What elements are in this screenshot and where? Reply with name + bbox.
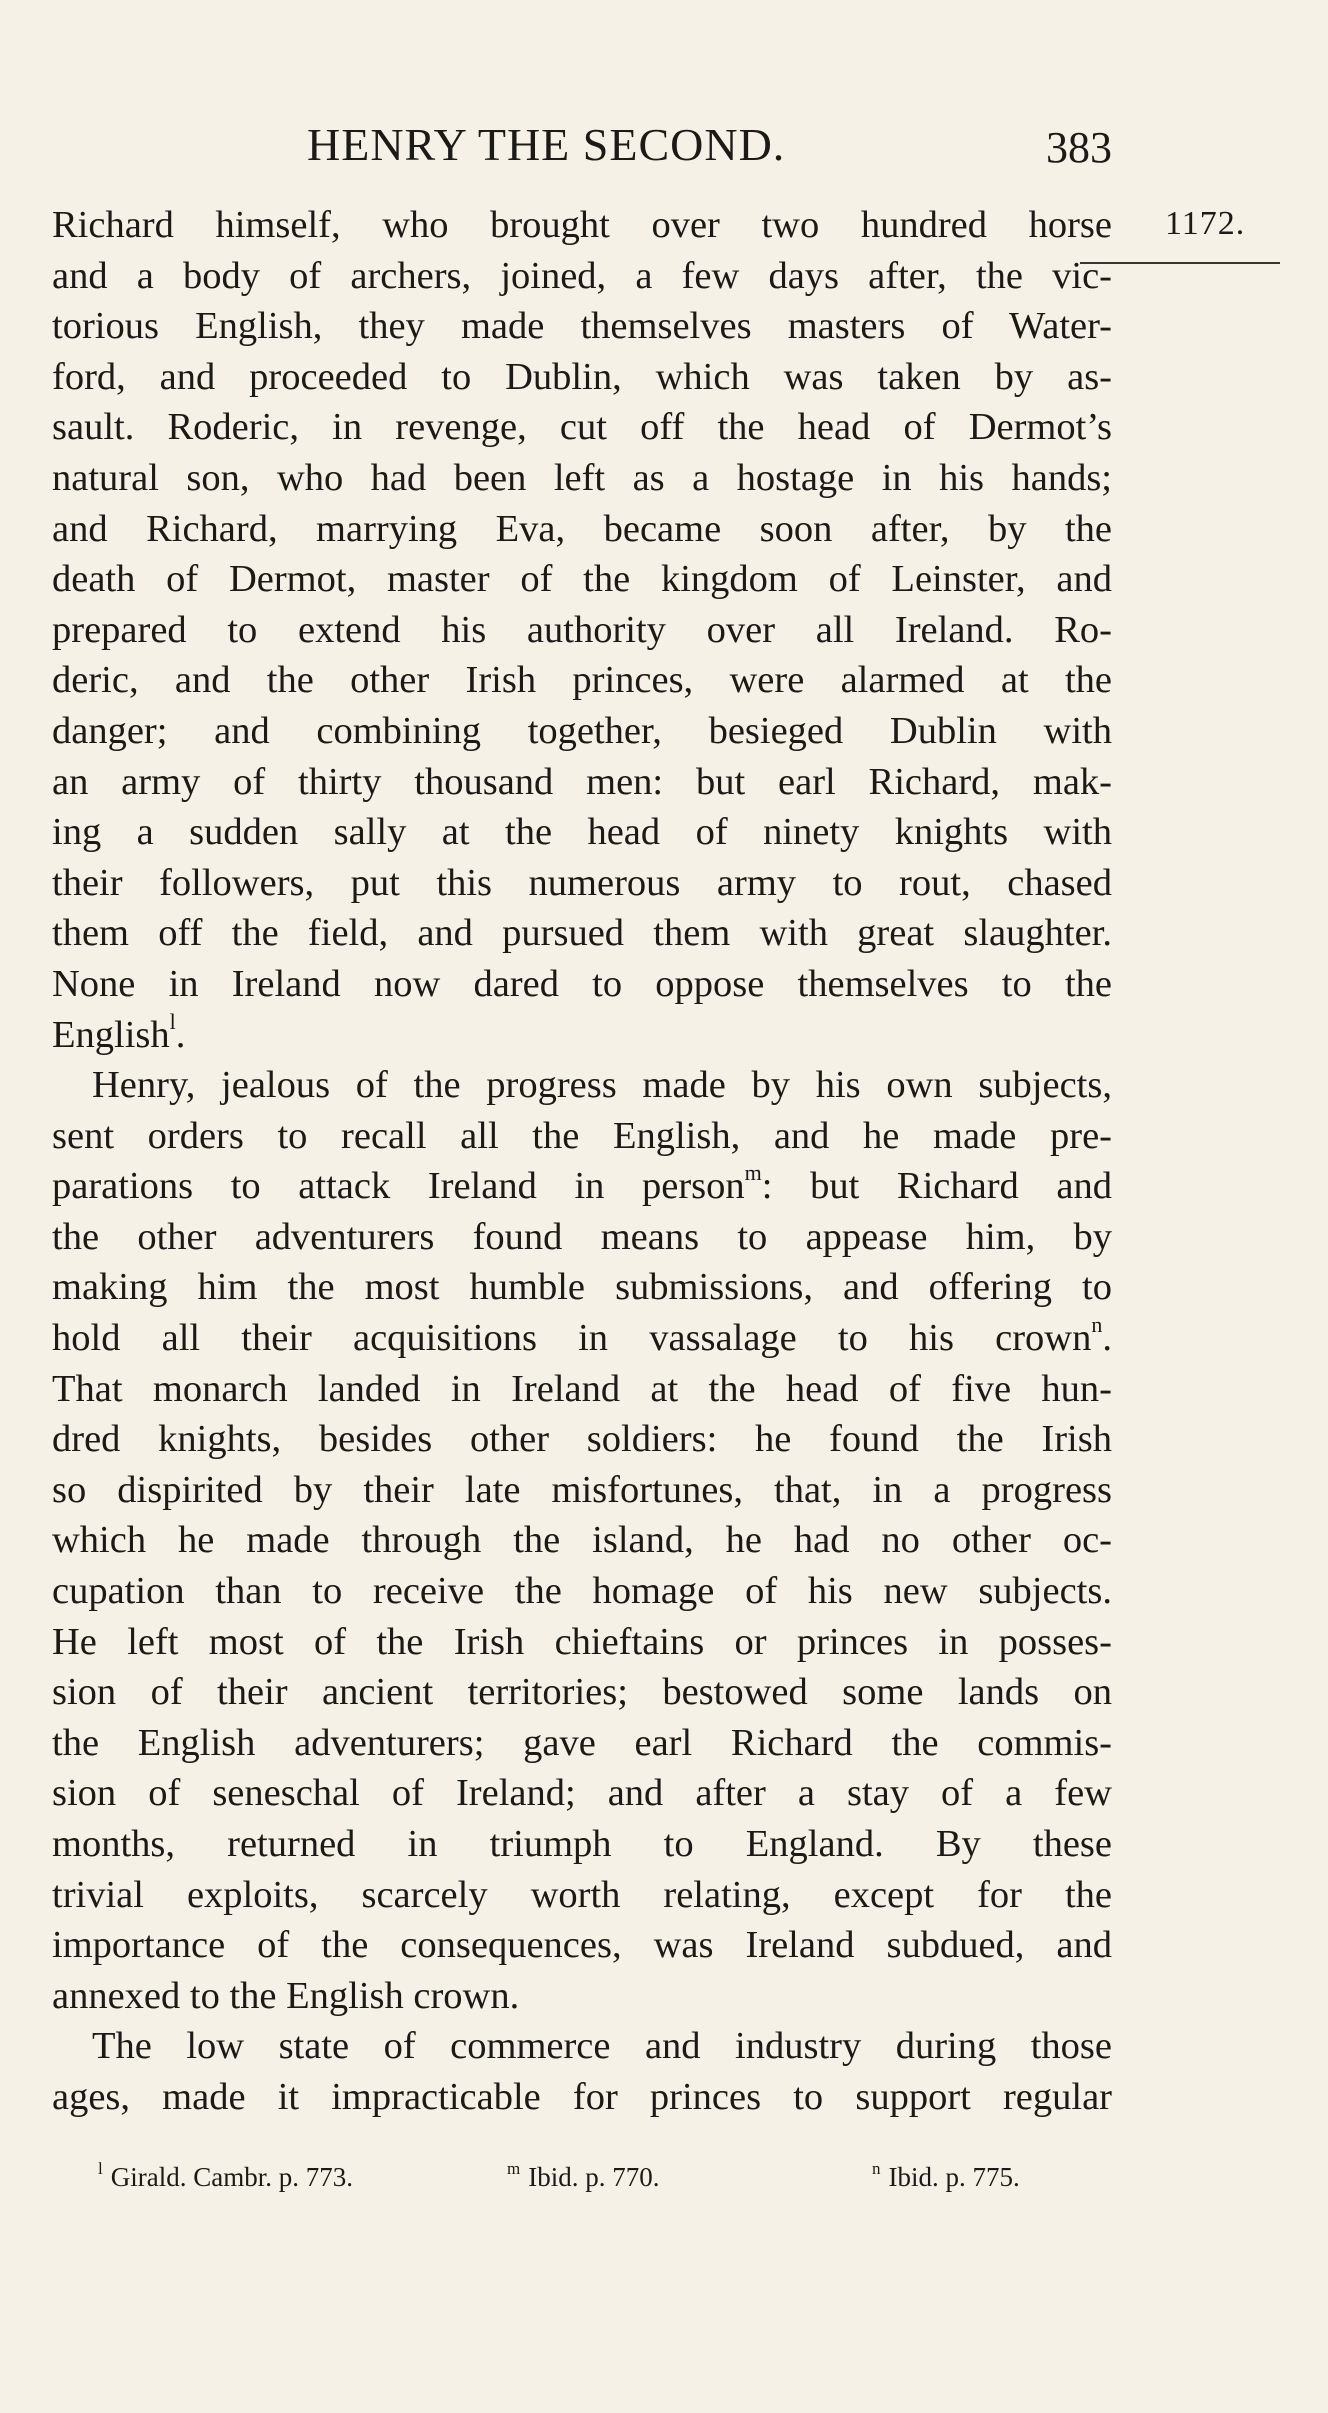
text-line: That monarch landed in Ireland at the head of five hun- [52, 1367, 1112, 1410]
text-line: trivial exploits, scarcely worth relating, except for the [52, 1873, 1112, 1916]
text-line: the other adventurers found means to appease him, by [52, 1215, 1112, 1258]
text-line [52, 1161, 1112, 1212]
footnote-text: Ibid. p. 770. [528, 2162, 660, 2192]
footnote-text: Ibid. p. 775. [888, 2162, 1020, 2192]
text-line: prepared to extend his authority over all Ireland. Ro- [52, 608, 1112, 651]
text-line: annexed to the English crown. [52, 1974, 520, 2017]
text-line: None in Ireland now dared to oppose themselves to the [52, 962, 1112, 1005]
footnote-ref-l[interactable]: l [169, 1009, 176, 1034]
text-line: sault. Roderic, in revenge, cut off the head of Dermot’s [52, 406, 1112, 449]
text-line: them off the field, and pursued them with great slaughter. [52, 912, 1112, 955]
text-line: sent orders to recall all the English, and he made pre- [52, 1114, 1112, 1157]
text-line: ford, and proceeded to Dublin, which was taken by as- [52, 355, 1112, 398]
text-line: dred knights, besides other soldiers: he found the Irish [52, 1418, 1112, 1461]
text-line: deric, and the other Irish princes, were alarmed at the [52, 659, 1112, 702]
footnote-m [507, 2159, 660, 2193]
text-line: Richard himself, who brought over two hundred horse [52, 204, 1112, 246]
text-line: an army of thirty thousand men: but earl Richard, mak- [52, 760, 1112, 803]
text-line: The low state of commerce and industry during those [92, 2025, 1112, 2068]
text-line: torious English, they made themselves masters of Water- [52, 305, 1112, 348]
text-line: the English adventurers; gave earl Richard the commis- [52, 1721, 1112, 1764]
text-line: Henry, jealous of the progress made by his own subjects, [92, 1064, 1112, 1107]
footnote-l [98, 2159, 353, 2193]
page-number: 383 [1046, 123, 1112, 172]
text-line: He left most of the Irish chieftains or princes in posses- [52, 1620, 1112, 1663]
footnote-ref-n[interactable]: n [1091, 1313, 1103, 1338]
text-line [52, 1010, 1112, 1061]
text-line: sion of their ancient territories; bestowed some lands on [52, 1671, 1112, 1714]
text-line: their followers, put this numerous army to rout, chased [52, 861, 1112, 904]
text-line: danger; and combining together, besieged Dublin with [52, 709, 1112, 752]
footnote-n [872, 2159, 1020, 2193]
text-line: death of Dermot, master of the kingdom of Leinster, and [52, 558, 1112, 601]
text-line: importance of the consequences, was Ireland subdued, and [52, 1924, 1112, 1967]
line-end: . [175, 1013, 186, 1056]
text-line: sion of seneschal of Ireland; and after a stay of a few [52, 1772, 1112, 1815]
line-end: : but Richard and [761, 1165, 1112, 1208]
text-line: making him the most humble submissions, and offering to [52, 1266, 1112, 1309]
line-text: hold all their acquisitions in vassalage to his crown [52, 1317, 1092, 1360]
margin-date: 1172. [1165, 205, 1246, 242]
text-line: so dispirited by their late misfortunes, that, in a progress [52, 1468, 1112, 1511]
text-line: and a body of archers, joined, a few days after, the vic- [52, 254, 1112, 297]
footnote-mark: l [98, 2159, 103, 2178]
footnotes [52, 2159, 1112, 2202]
footnote-text: Girald. Cambr. p. 773. [110, 2162, 353, 2192]
text-line: which he made through the island, he had no other oc- [52, 1519, 1112, 1562]
footnote-mark: m [507, 2159, 521, 2178]
footnote-mark: n [872, 2159, 881, 2178]
line-text: English [52, 1013, 170, 1056]
text-line: and Richard, marrying Eva, became soon after, by the [52, 507, 1112, 550]
page-header [52, 118, 1112, 178]
text-line: months, returned in triumph to England. By these [52, 1823, 1112, 1865]
text-line: ing a sudden sally at the head of ninety knights with [52, 811, 1112, 854]
line-text: parations to attack Ireland in person [52, 1165, 745, 1208]
text-line: ages, made it impracticable for princes to support regular [52, 2075, 1112, 2118]
body-text [52, 200, 1112, 2123]
text-line: cupation than to receive the homage of his new subjects. [52, 1570, 1112, 1613]
text-line: natural son, who had been left as a hostage in his hands; [52, 456, 1112, 499]
text-line [52, 1313, 1112, 1364]
footnote-ref-m[interactable]: m [744, 1161, 762, 1186]
running-title: HENRY THE SECOND. [307, 119, 786, 170]
line-end: . [1102, 1317, 1112, 1360]
